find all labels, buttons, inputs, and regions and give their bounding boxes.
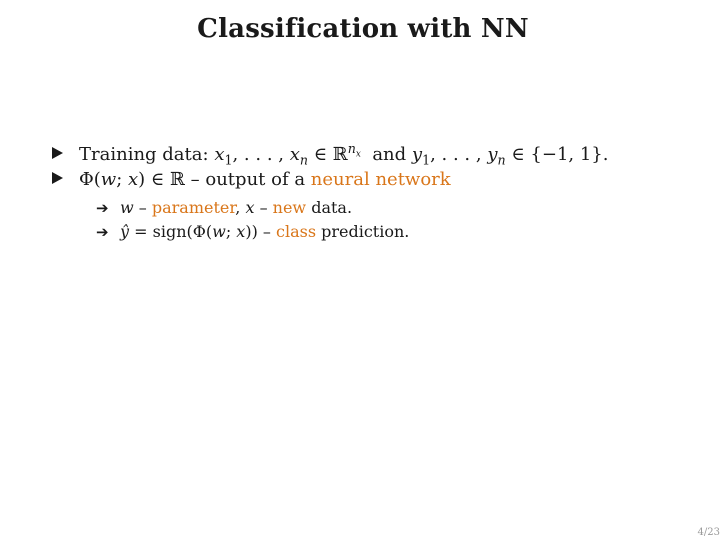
- training-label: Training data:: [79, 144, 209, 165]
- in-symbol-2: ∈: [511, 144, 525, 165]
- y-hat-symbol: ŷ: [120, 222, 130, 241]
- in-symbol: ∈: [313, 144, 328, 165]
- output-text: – output of a: [184, 169, 311, 190]
- sign-expression: = sign(Φ(w; x)) –: [129, 222, 276, 241]
- slide-title: Classification with NN: [197, 14, 529, 44]
- label-set: {−1, 1}.: [530, 144, 609, 165]
- data-text: data.: [306, 198, 353, 217]
- sub-bullet-parameter: [96, 198, 352, 218]
- triangle-right-icon: [52, 172, 63, 184]
- dash: –: [133, 198, 152, 217]
- sub-bullet-prediction: [96, 222, 409, 242]
- y-seq: $y_1$, . . . , $y_n$: [411, 144, 506, 168]
- bullet-training-data: [52, 138, 608, 172]
- page-number: 4/23: [697, 527, 720, 538]
- triangle-right-icon: [52, 147, 63, 159]
- prediction-text: prediction.: [316, 222, 410, 241]
- arrow-right-icon: ➔: [96, 199, 109, 217]
- neural-network-highlight: neural network: [310, 169, 451, 190]
- phi-expression: Φ(w; x): [79, 169, 146, 190]
- comma: ,: [235, 198, 246, 217]
- bullet-network-output: [52, 169, 451, 191]
- x-seq: $x_1$, . . . , $x_n$: [214, 144, 308, 168]
- class-highlight: class: [275, 222, 317, 241]
- w-symbol: w: [120, 198, 134, 217]
- x-symbol: x: [245, 198, 255, 217]
- arrow-right-icon: ➔: [96, 223, 109, 241]
- new-highlight: new: [272, 198, 307, 217]
- dash: –: [254, 198, 273, 217]
- and-word: and: [372, 144, 407, 165]
- real-set: ℝ$^{n_x}$: [332, 141, 361, 165]
- parameter-highlight: parameter: [151, 198, 236, 217]
- in-symbol: ∈: [145, 169, 170, 190]
- real-set: ℝ: [169, 169, 185, 190]
